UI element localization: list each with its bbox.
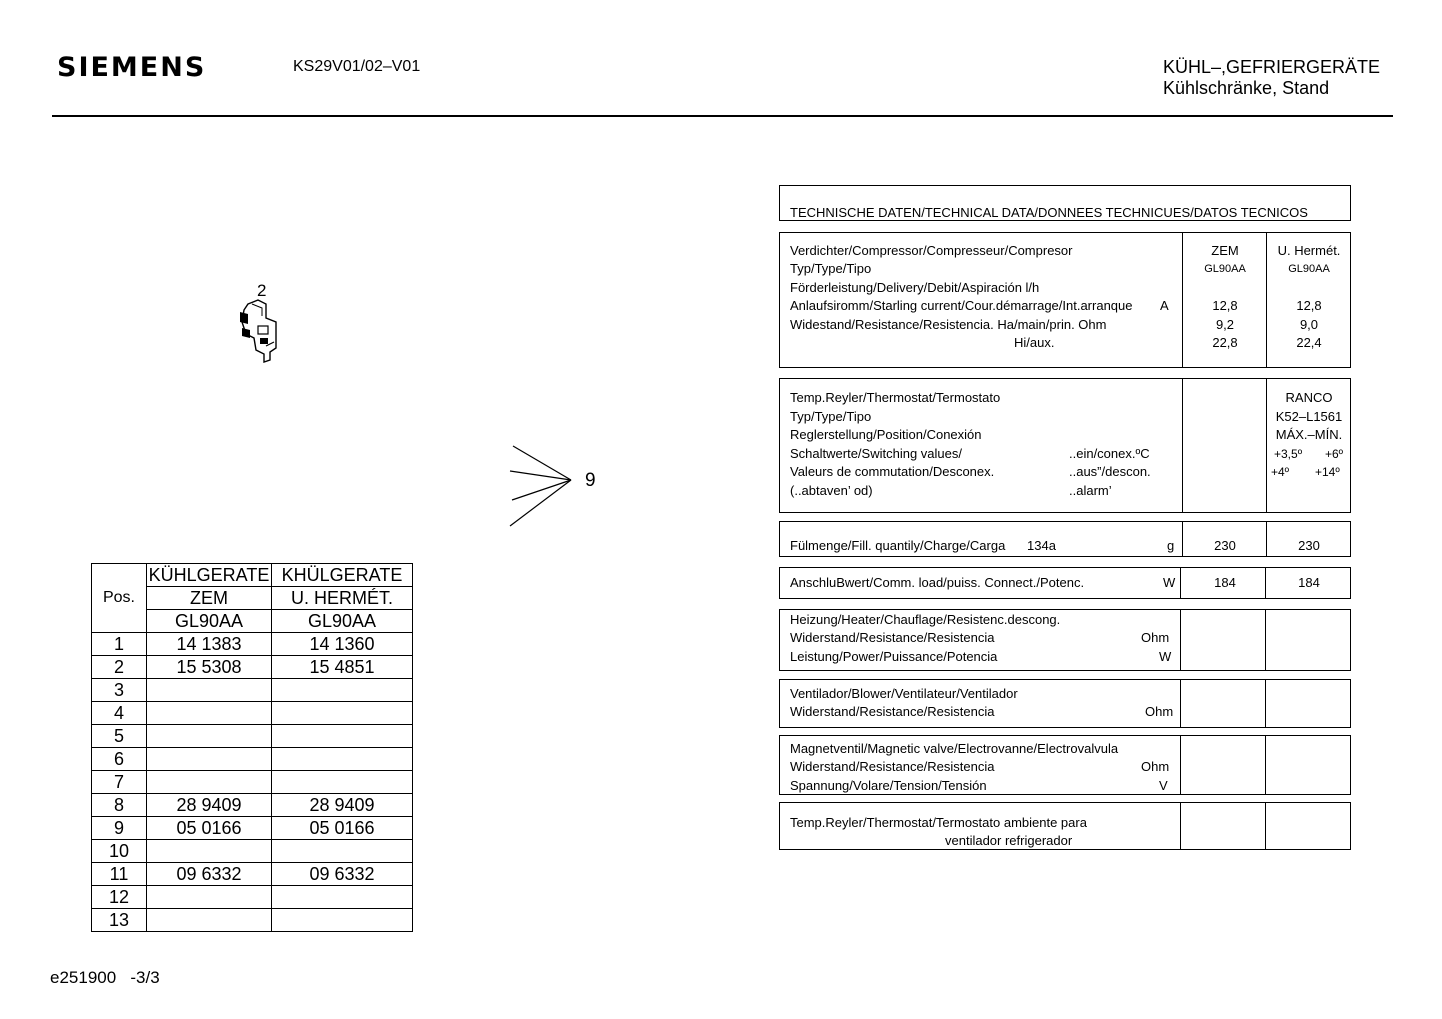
- thermostat-off-label: ..aus”/descon.: [1069, 464, 1151, 479]
- table-row: [92, 863, 413, 886]
- table-row: [92, 817, 413, 840]
- zem-part-cell: [147, 725, 272, 748]
- zem-part-cell: [147, 771, 272, 794]
- thermostat-label: Temp.Reyler/Thermostat/Termostato: [790, 390, 1001, 405]
- table-row: [92, 656, 413, 679]
- load-label: AnschluBwert/Comm. load/puiss. Connect./Potenc.: [790, 575, 1085, 590]
- pos-cell: 5: [92, 725, 147, 748]
- divider: [1182, 379, 1183, 512]
- table-row: [92, 840, 413, 863]
- blower-resistance-unit: Ohm: [1145, 704, 1174, 719]
- pos-cell: 4: [92, 702, 147, 725]
- heater-resistance-unit: Ohm: [1141, 630, 1170, 645]
- hermet-part-cell: 05 0166: [272, 817, 413, 840]
- page-number: -3/3: [130, 968, 160, 987]
- table-row: [92, 702, 413, 725]
- hermet-part-cell: 14 1360: [272, 633, 413, 656]
- c2-current: 12,8: [1296, 298, 1322, 313]
- blower-resistance-label: Widerstand/Resistance/Resistencia: [790, 704, 995, 719]
- tech-title-box: [779, 185, 1351, 221]
- zem-part-cell: [147, 679, 272, 702]
- compressor-resistance-label: Widestand/Resistance/Resistencia. Ha/main/prin. Ohm: [790, 317, 1107, 332]
- compressor-box: [779, 232, 1351, 368]
- hermet-part-cell: [272, 702, 413, 725]
- c1-current: 12,8: [1212, 298, 1238, 313]
- table-row: [92, 633, 413, 656]
- thermostat-on-label: ..ein/conex.ºC: [1069, 446, 1150, 461]
- ambient-label: Temp.Reyler/Thermostat/Termostato ambiente para: [790, 815, 1087, 830]
- table-row: [92, 794, 413, 817]
- heater-label: Heizung/Heater/Chauflage/Resistenc.descong.: [790, 612, 1061, 627]
- thermostat-name: RANCO: [1285, 390, 1333, 405]
- fill-label: Fülmenge/Fill. quantily/Charge/Carga: [790, 538, 1006, 553]
- thermostat-switching-label: Schaltwerte/Switching values/: [790, 446, 962, 461]
- c1-aux: 22,8: [1212, 335, 1238, 350]
- divider: [1265, 803, 1266, 849]
- fill-v1: 230: [1214, 538, 1236, 553]
- compressor-current-label: Anlaufsiromm/Starling current/Cour.démarrage/Int.arranque: [790, 298, 1133, 313]
- col1-header-line1: KÜHLGERATE: [147, 564, 272, 587]
- zem-part-cell: 15 5308: [147, 656, 272, 679]
- valve-voltage-unit: V: [1159, 778, 1168, 793]
- valve-resistance-unit: Ohm: [1141, 759, 1170, 774]
- pos-cell: 9: [92, 817, 147, 840]
- zem-part-cell: [147, 702, 272, 725]
- valve-voltage-label: Spannung/Volare/Tension/Tensión: [790, 778, 987, 793]
- ambient-thermostat-box: [779, 802, 1351, 850]
- zem-part-cell: [147, 748, 272, 771]
- pos-cell: 12: [92, 886, 147, 909]
- c1-name: ZEM: [1211, 243, 1239, 258]
- fill-unit: g: [1167, 538, 1175, 553]
- pos-cell: 3: [92, 679, 147, 702]
- divider: [1180, 568, 1181, 598]
- zem-part-cell: [147, 909, 272, 932]
- relay-part-drawing: [236, 298, 286, 364]
- blower-label: Ventilador/Blower/Ventilateur/Ventilador: [790, 686, 1018, 701]
- pos-cell: 7: [92, 771, 147, 794]
- pos-cell: 10: [92, 840, 147, 863]
- load-v1: 184: [1214, 575, 1236, 590]
- table-row: [92, 748, 413, 771]
- load-box: [779, 567, 1351, 599]
- heater-power-label: Leistung/Power/Puissance/Potencia: [790, 649, 998, 664]
- doc-id: e251900: [50, 968, 117, 987]
- fill-gas: 134a: [1027, 538, 1056, 553]
- divider: [1180, 680, 1181, 727]
- table-row: [92, 679, 413, 702]
- compressor-type-label: Typ/Type/Tipo: [790, 261, 872, 276]
- zem-part-cell: 09 6332: [147, 863, 272, 886]
- ambient-label-2: ventilador refrigerador: [945, 833, 1073, 848]
- thermostat-off-a: +4º: [1271, 465, 1290, 479]
- hermet-part-cell: 15 4851: [272, 656, 413, 679]
- load-unit: W: [1163, 575, 1176, 590]
- pos-cell: 2: [92, 656, 147, 679]
- c2-main: 9,0: [1299, 317, 1319, 332]
- valve-label: Magnetventil/Magnetic valve/Electrovanne/Electrovalvula: [790, 741, 1119, 756]
- thermostat-box: [779, 378, 1351, 513]
- hermet-part-cell: [272, 909, 413, 932]
- category-title: KÜHL–,GEFRIERGERÄTE: [1163, 57, 1381, 77]
- divider: [1265, 736, 1266, 794]
- thermostat-alarm-label: ..alarm’: [1069, 483, 1112, 498]
- col2-header-line2: U. HERMÉT.: [272, 587, 413, 610]
- hermet-part-cell: 28 9409: [272, 794, 413, 817]
- table-row: [92, 771, 413, 794]
- col1-header-line2: ZEM: [147, 587, 272, 610]
- hermet-part-cell: [272, 725, 413, 748]
- divider: [1180, 803, 1181, 849]
- hermet-part-cell: [272, 748, 413, 771]
- thermostat-position-label: Reglerstellung/Position/Conexión: [790, 427, 982, 442]
- thermostat-defrost-label: (..abtaven’ od): [790, 483, 873, 498]
- load-v2: 184: [1298, 575, 1320, 590]
- col1-header-line3: GL90AA: [147, 610, 272, 633]
- model-number: KS29V01/02–V01: [293, 58, 421, 75]
- hermet-part-cell: [272, 771, 413, 794]
- thermostat-commutation-label: Valeurs de commutation/Desconex.: [790, 464, 995, 479]
- hermet-part-cell: [272, 840, 413, 863]
- heater-box: [779, 609, 1351, 671]
- pos-cell: 6: [92, 748, 147, 771]
- valve-box: [779, 735, 1351, 795]
- c1-main: 9,2: [1215, 317, 1235, 332]
- divider: [1180, 736, 1181, 794]
- pos-cell: 8: [92, 794, 147, 817]
- parts-table: [91, 563, 413, 932]
- zem-part-cell: 28 9409: [147, 794, 272, 817]
- pos-cell: 11: [92, 863, 147, 886]
- current-unit: A: [1160, 298, 1169, 313]
- c2-type: GL90AA: [1288, 263, 1330, 275]
- zem-part-cell: [147, 886, 272, 909]
- thermostat-type: K52–L1561: [1275, 409, 1343, 424]
- zem-part-cell: [147, 840, 272, 863]
- divider: [1180, 610, 1181, 670]
- c2-aux: 22,4: [1296, 335, 1322, 350]
- thermostat-on-a: +3,5º: [1274, 447, 1303, 461]
- table-row: [92, 909, 413, 932]
- fill-v2: 230: [1298, 538, 1320, 553]
- thermostat-type-label: Typ/Type/Tipo: [790, 409, 872, 424]
- compressor-label: Verdichter/Compressor/Compresseur/Compresor: [790, 243, 1073, 258]
- c1-type: GL90AA: [1204, 263, 1246, 275]
- pos-cell: 13: [92, 909, 147, 932]
- brand-logo: SIEMENS: [57, 52, 207, 83]
- part-label-2: 2: [257, 281, 267, 300]
- compressor-aux-label: Hi/aux.: [1014, 335, 1055, 350]
- table-row: [92, 886, 413, 909]
- col2-header-line3: GL90AA: [272, 610, 413, 633]
- tech-title: TECHNISCHE DATEN/TECHNICAL DATA/DONNEES TECHNICUES/DATOS TECNICOS: [790, 205, 1308, 220]
- part-label-9: 9: [585, 470, 596, 491]
- hermet-part-cell: [272, 679, 413, 702]
- pos-cell: 1: [92, 633, 147, 656]
- table-row: [92, 725, 413, 748]
- footer: [50, 968, 160, 988]
- divider: [1265, 610, 1266, 670]
- pos-header: Pos.: [92, 564, 147, 633]
- zem-part-cell: 14 1383: [147, 633, 272, 656]
- thermostat-on-b: +6º: [1325, 447, 1344, 461]
- valve-resistance-label: Widerstand/Resistance/Resistencia: [790, 759, 995, 774]
- c2-name: U. Hermét.: [1277, 243, 1341, 258]
- fill-box: [779, 521, 1351, 557]
- category-subtitle: Kühlschränke, Stand: [1163, 78, 1330, 98]
- blower-box: [779, 679, 1351, 728]
- header-divider: [52, 115, 1393, 117]
- wiring-part-drawing: [505, 440, 580, 535]
- heater-power-unit: W: [1159, 649, 1172, 664]
- compressor-delivery-label: Förderleistung/Delivery/Debit/Aspiración l/h: [790, 280, 1040, 295]
- divider: [1265, 680, 1266, 727]
- heater-resistance-label: Widerstand/Resistance/Resistencia: [790, 630, 995, 645]
- hermet-part-cell: [272, 886, 413, 909]
- thermostat-position: MÁX.–MÍN.: [1275, 427, 1343, 442]
- col2-header-line1: KHÜLGERATE: [272, 564, 413, 587]
- thermostat-off-b: +14º: [1315, 465, 1340, 479]
- hermet-part-cell: 09 6332: [272, 863, 413, 886]
- zem-part-cell: 05 0166: [147, 817, 272, 840]
